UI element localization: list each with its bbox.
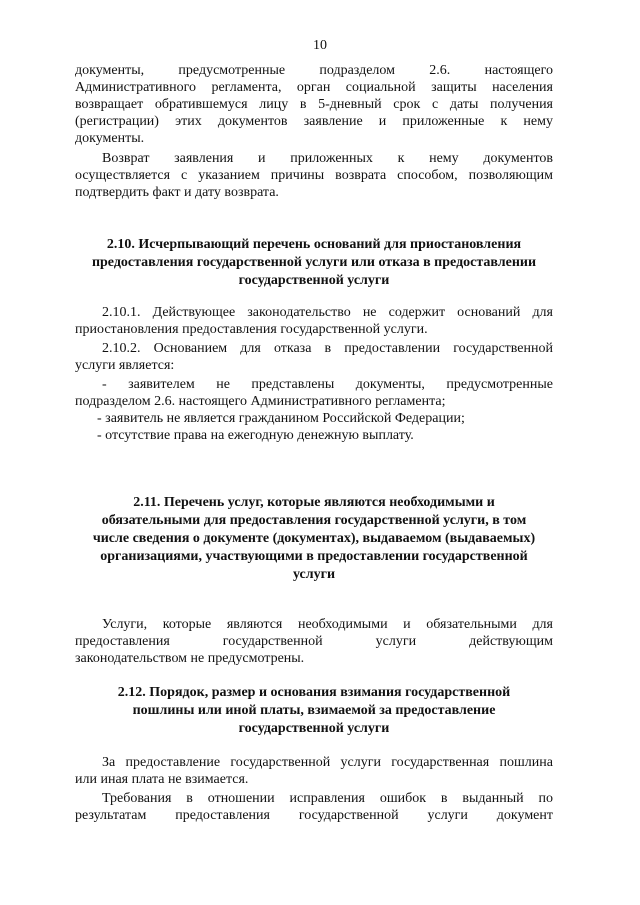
paragraph-return-docs-line: документы. xyxy=(75,131,145,146)
paragraph-2-11-line: законодательством не предусмотрены. xyxy=(75,651,305,666)
page-number: 10 xyxy=(313,38,327,53)
paragraph-return-method-line: осуществляется с указанием причины возврата способом, позволяющим xyxy=(75,168,553,183)
refusal-reason-item: - заявителем не представлены документы, предусмотренные xyxy=(102,377,553,392)
paragraph-return-docs-line: Административного регламента, орган социальной защиты населения xyxy=(75,80,553,95)
refusal-reason-item: подразделом 2.6. настоящего Административного регламента; xyxy=(75,394,446,409)
paragraph-return-docs-line: документы, предусмотренные подразделом 2.6. настоящего xyxy=(75,63,553,78)
section-heading-2-10-line: предоставления государственной услуги или отказа в предоставлении xyxy=(91,255,537,270)
paragraph-error-correction-line: Требования в отношении исправления ошибок в выданный по xyxy=(102,791,553,806)
paragraph-return-docs-line: возвращает обратившемуся лицу в 5-дневный срок с даты получения xyxy=(75,97,553,112)
section-heading-2-12-line: государственной услуги xyxy=(238,721,390,736)
paragraph-2-11-line: предоставления государственной услуги действующим xyxy=(75,634,553,649)
paragraph-2-12-line: За предоставление государственной услуги государственная пошлина xyxy=(102,755,553,770)
refusal-reason-item: - отсутствие права на ежегодную денежную выплату. xyxy=(97,428,414,443)
section-heading-2-10-line: государственной услуги xyxy=(238,273,390,288)
section-heading-2-11-line: числе сведения о документе (документах), выдаваемом (выдаваемых) xyxy=(92,531,536,546)
paragraph-return-method-line: подтвердить факт и дату возврата. xyxy=(75,185,279,200)
paragraph-return-docs-line: (регистрации) этих документов заявление и приложенные к нему xyxy=(75,114,553,129)
section-heading-2-10-line: 2.10. Исчерпывающий перечень оснований для приостановления xyxy=(106,237,522,252)
paragraph-return-method-line: Возврат заявления и приложенных к нему документов xyxy=(102,151,553,166)
paragraph-2-11-line: Услуги, которые являются необходимыми и обязательными для xyxy=(102,617,553,632)
section-heading-2-11-line: услуги xyxy=(292,567,336,582)
section-heading-2-11-line: 2.11. Перечень услуг, которые являются необходимыми и xyxy=(133,495,495,510)
paragraph-2-10-2-line: 2.10.2. Основанием для отказа в предоставлении государственной xyxy=(102,341,553,356)
section-heading-2-12-line: пошлины или иной платы, взимаемой за предоставление xyxy=(132,703,496,718)
paragraph-2-10-1-line: 2.10.1. Действующее законодательство не содержит оснований для xyxy=(102,305,553,320)
paragraph-error-correction-line: результатам предоставления государственной услуги документ xyxy=(75,808,553,823)
paragraph-2-10-2-line: услуги является: xyxy=(75,358,175,373)
paragraph-2-10-1-line: приостановления предоставления государственной услуги. xyxy=(75,322,428,337)
paragraph-2-12-line: или иная плата не взимается. xyxy=(75,772,249,787)
section-heading-2-12-line: 2.12. Порядок, размер и основания взимания государственной xyxy=(117,685,511,700)
section-heading-2-11-line: организациями, участвующими в предоставлении государственной xyxy=(100,549,528,564)
section-heading-2-11-line: обязательными для предоставления государственной услуги, в том xyxy=(101,513,527,528)
refusal-reason-item: - заявитель не является гражданином Российской Федерации; xyxy=(97,411,465,426)
